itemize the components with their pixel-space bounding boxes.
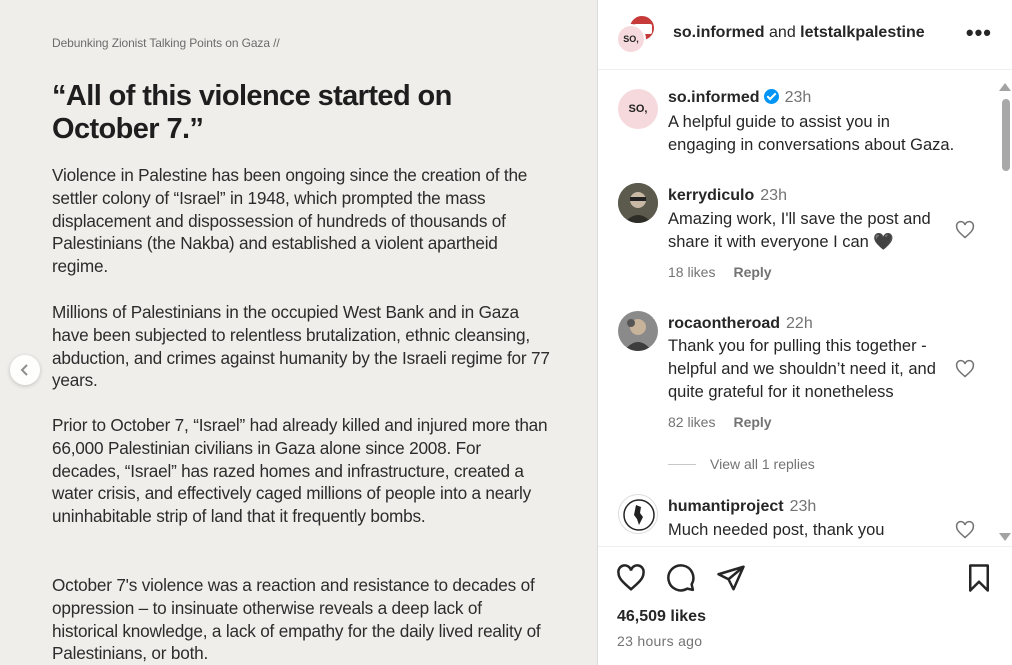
media-paragraph: Violence in Palestine has been ongoing since the creation of the settler colony of “Israel” in 1948, which prompted the mass displacement and dispossession of hundreds of thousands of Palestinians (the Nakba) and established a violent apartheid regime. [52, 165, 528, 277]
scrollbar-thumb[interactable] [1002, 99, 1010, 171]
comment-user[interactable] [668, 498, 816, 516]
username[interactable]: so.informed [668, 89, 760, 106]
avatar-photo-icon [618, 183, 658, 223]
media-headline: “All of this violence started on October 7.” [52, 80, 452, 145]
timestamp: 23h [789, 498, 817, 515]
reply-button[interactable]: Reply [733, 414, 772, 430]
avatar[interactable] [618, 183, 658, 223]
timestamp: 23h [784, 89, 812, 106]
comment-user[interactable] [668, 187, 787, 205]
media-paragraph: Millions of Palestinians in the occupied West Bank and in Gaza have been subjected to relentless brutalization, ethnic cleansing, abduction, and crimes against humanity by the Israeli regime for 77 years. [52, 302, 550, 391]
comment-text: Amazing work, I'll save the post and share it with everyone I can 🖤 [668, 210, 931, 251]
post-timestamp[interactable]: 23 hours ago [617, 633, 703, 649]
avatar: SO, [616, 24, 646, 54]
comments-scrollbar[interactable] [997, 71, 1012, 547]
like-heart-icon[interactable] [616, 563, 646, 593]
username[interactable]: humantiproject [668, 498, 784, 515]
heart-icon[interactable] [955, 520, 975, 540]
authors-joiner: and [769, 24, 796, 41]
media-paragraph: Prior to October 7, “Israel” had already killed and injured more than 66,000 Palestinian civilians in Gaza alone since 2008. For decades, “Israel” has razed homes and infrastructure, created a water crisis, and effectively caged millions of people into a nearly uninhabitable strip of land that it frequently bombs. [52, 415, 548, 527]
post-side-panel [597, 0, 1012, 665]
comment-likes[interactable]: 18 likes [668, 264, 716, 280]
comment-text: Much needed post, thank you [668, 521, 885, 539]
scroll-up-icon[interactable] [999, 83, 1011, 91]
avatar-photo-icon [618, 311, 658, 351]
heart-icon[interactable] [955, 359, 975, 379]
avatar[interactable]: SO, [618, 89, 658, 129]
author-link[interactable]: letstalkpalestine [800, 24, 925, 41]
view-replies-label: View all 1 replies [710, 456, 815, 472]
comment-bubble-icon[interactable] [666, 563, 696, 593]
author-link[interactable]: so.informed [673, 24, 765, 41]
username[interactable]: kerrydiculo [668, 187, 755, 204]
post-likes-count[interactable]: 46,509 likes [617, 608, 706, 625]
bookmark-icon[interactable] [964, 563, 994, 593]
comment-text: Thank you for pulling this together - helpful and we shouldn’t need it, and quite grateful for it nonetheless [668, 337, 936, 401]
comment-meta [668, 414, 790, 430]
post-header [598, 0, 1012, 70]
share-send-icon[interactable] [716, 563, 746, 593]
divider [668, 464, 696, 465]
timestamp: 23h [760, 187, 787, 204]
post-actions [616, 563, 994, 595]
avatar[interactable] [618, 494, 658, 534]
caption-user[interactable] [668, 89, 811, 107]
comment-likes[interactable]: 82 likes [668, 414, 716, 430]
verified-badge-icon [764, 89, 779, 104]
view-replies-button[interactable] [668, 456, 815, 472]
previous-slide-button[interactable] [10, 355, 40, 385]
post-authors [673, 24, 925, 42]
avatar-logo-icon [619, 495, 658, 534]
avatar[interactable] [618, 311, 658, 351]
timestamp: 22h [786, 315, 813, 332]
comments-list[interactable] [598, 71, 1012, 547]
chevron-left-icon [19, 364, 31, 376]
more-options-icon[interactable]: ••• [965, 20, 992, 45]
media-kicker: Debunking Zionist Talking Points on Gaza // [52, 36, 280, 50]
media-paragraph: October 7's violence was a reaction and resistance to decades of oppression – to insinuate otherwise reveals a deep lack of historical knowledge, a lack of empathy for the daily lived reality of Palestinians, or both. [52, 575, 541, 664]
reply-button[interactable]: Reply [733, 264, 772, 280]
caption-text: A helpful guide to assist you in engaging in conversations about Gaza. [668, 113, 955, 154]
collab-avatars[interactable] [616, 14, 658, 56]
username[interactable]: rocaontheroad [668, 315, 781, 332]
heart-icon[interactable] [955, 220, 975, 240]
comment-meta [668, 264, 790, 280]
comment-user[interactable] [668, 315, 813, 333]
scroll-down-icon[interactable] [999, 533, 1011, 541]
